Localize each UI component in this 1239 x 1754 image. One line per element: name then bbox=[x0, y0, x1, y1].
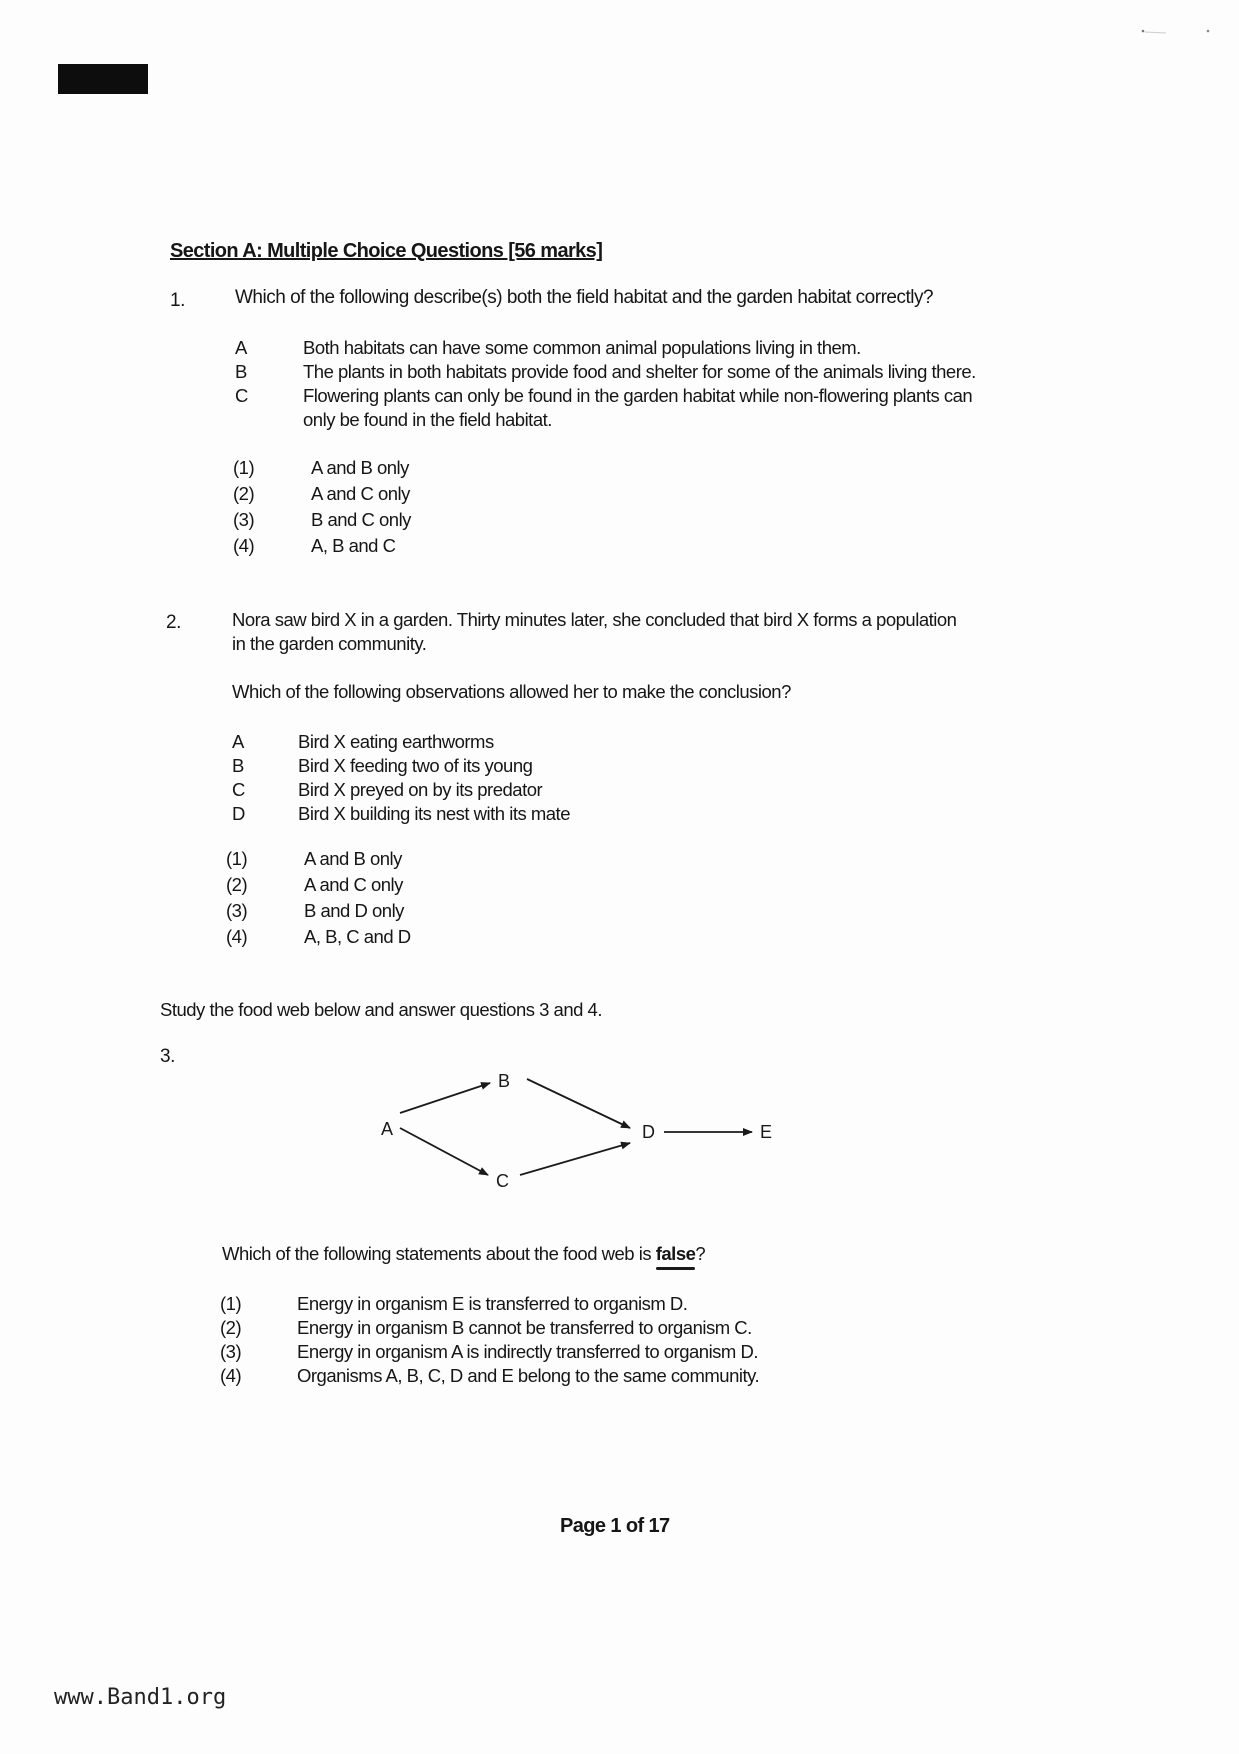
page-number: Page 1 of 17 bbox=[560, 1515, 670, 1537]
option-1[interactable]: (1) A and B only bbox=[226, 848, 402, 869]
option-4[interactable]: (4) A, B, C and D bbox=[226, 926, 411, 947]
option-4[interactable]: (4) Organisms A, B, C, D and E belong to the same community. bbox=[220, 1365, 760, 1386]
option-3[interactable]: (3) B and D only bbox=[226, 900, 404, 921]
arrow-a-to-b bbox=[400, 1083, 490, 1113]
node-d: D bbox=[642, 1122, 655, 1142]
question-2-stem-line1: Nora saw bird X in a garden. Thirty minutes later, she concluded that bird X forms a population bbox=[232, 609, 957, 630]
option-3[interactable]: (3) B and C only bbox=[233, 509, 411, 530]
question-2-options bbox=[226, 847, 411, 949]
statement-c: C Bird X preyed on by its predator bbox=[232, 779, 543, 800]
question-2-number: 2. bbox=[166, 612, 182, 633]
statement-b: B Bird X feeding two of its young bbox=[232, 755, 533, 776]
statement-c: C Flowering plants can only be found in the garden habitat while non-flowering plants can bbox=[235, 385, 973, 406]
option-3[interactable]: (3) Energy in organism A is indirectly transferred to organism D. bbox=[220, 1341, 758, 1362]
question-1-number: 1. bbox=[170, 290, 186, 311]
arrow-b-to-d bbox=[527, 1079, 630, 1128]
section-title: Section A: Multiple Choice Questions [56 marks] bbox=[170, 240, 603, 262]
option-1[interactable]: (1) A and B only bbox=[233, 457, 409, 478]
statement-a: A Bird X eating earthworms bbox=[232, 731, 494, 752]
question-3-options bbox=[220, 1292, 759, 1388]
statement-b: B The plants in both habitats provide food and shelter for some of the animals living there. bbox=[235, 361, 976, 382]
arrow-c-to-d bbox=[520, 1143, 630, 1175]
question-1-options bbox=[233, 456, 411, 558]
option-4[interactable]: (4) A, B and C bbox=[233, 535, 396, 556]
food-web-intro: Study the food web below and answer questions 3 and 4. bbox=[160, 999, 602, 1020]
option-2[interactable]: (2) A and C only bbox=[226, 874, 403, 895]
statement-a: A Both habitats can have some common animal populations living in them. bbox=[235, 337, 861, 358]
question-2-stem-line2: in the garden community. bbox=[232, 633, 427, 654]
option-2[interactable]: (2) Energy in organism B cannot be transferred to organism C. bbox=[220, 1317, 752, 1338]
emphasis-false: false bbox=[655, 1243, 696, 1264]
node-b: B bbox=[498, 1071, 511, 1091]
watermark: www.Band1.org bbox=[54, 1685, 227, 1710]
question-2-statements bbox=[232, 730, 570, 826]
option-1[interactable]: (1) Energy in organism E is transferred to organism D. bbox=[220, 1293, 688, 1314]
question-3-number: 3. bbox=[160, 1046, 176, 1067]
question-1-statements bbox=[235, 336, 976, 432]
option-2[interactable]: (2) A and C only bbox=[233, 483, 410, 504]
node-a: A bbox=[381, 1119, 394, 1139]
statement-d: D Bird X building its nest with its mate bbox=[232, 803, 570, 824]
question-2-prompt: Which of the following observations allowed her to make the conclusion? bbox=[232, 681, 791, 702]
question-1-stem: Which of the following describe(s) both the field habitat and the garden habitat correctly? bbox=[235, 287, 934, 308]
food-web-diagram bbox=[360, 1050, 800, 1200]
redacted-block bbox=[58, 64, 148, 94]
node-e: E bbox=[760, 1122, 773, 1142]
scan-specks bbox=[1140, 28, 1210, 36]
question-3-stem: Which of the following statements about the food web is false? bbox=[222, 1243, 706, 1264]
node-c: C bbox=[496, 1171, 509, 1191]
statement-c-continued: only be found in the field habitat. bbox=[303, 409, 552, 430]
arrow-a-to-c bbox=[400, 1128, 488, 1175]
